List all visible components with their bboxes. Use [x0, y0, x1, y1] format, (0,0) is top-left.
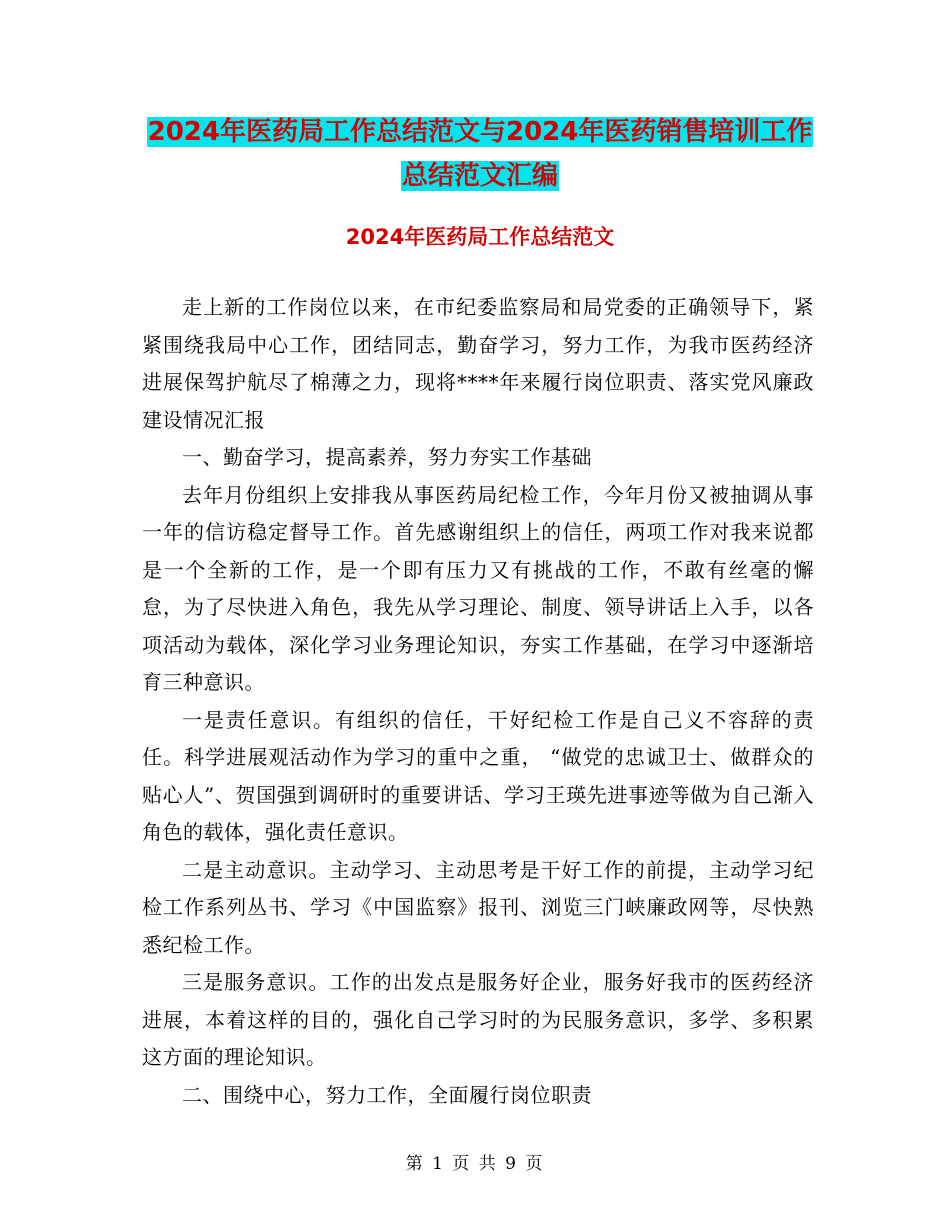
paragraph: 二、围绕中心，努力工作，全面履行岗位职责 — [182, 1082, 592, 1107]
document-title — [140, 110, 820, 198]
section-title: 2024年医药局工作总结范文 — [345, 225, 615, 249]
paragraph: 二是主动意识。主动学习、主动思考是干好工作的前提，主动学习纪检工作系列丛书、学习《中国监察》报刊、浏览三门峡廉政网等，尽快熟悉纪检工作。 — [142, 857, 814, 957]
paragraph: 一、勤奋学习，提高素养，努力夯实工作基础 — [182, 445, 592, 469]
paragraph: 一是责任意识。有组织的信任，干好纪检工作是自己义不容辞的责任。科学进展观活动作为学习的重中之重， “做党的忠诚卫士、做群众的贴心人”、贺国强到调研时的重要讲话、学习王瑛先进事迹等做为自己渐入角色的载体，强化责任意识。 — [142, 707, 814, 844]
page-number-label: 第 1 页 共 9 页 — [405, 1154, 545, 1174]
document-title-text: 2024年医药局工作总结范文与2024年医药销售培训工作总结范文汇编 — [147, 117, 813, 191]
paragraph: 三是服务意识。工作的出发点是服务好企业，服务好我市的医药经济进展，本着这样的目的，强化自己学习时的为民服务意识，多学、多积累这方面的理论知识。 — [142, 970, 814, 1069]
paragraph: 去年月份组织上安排我从事医药局纪检工作，今年月份又被抽调从事一年的信访稳定督导工作。首先感谢组织上的信任，两项工作对我来说都是一个全新的工作，是一个即有压力又有挑战的工作，不敢有丝毫的懈怠，为了尽快进入角色，我先从学习理论、制度、领导讲话上入手，以各项活动为载体，深化学习业务理论知识，夯实工作基础，在学习中逐渐培育三种意识。 — [142, 482, 814, 694]
page-footer — [0, 1152, 950, 1176]
document-body — [142, 289, 814, 1114]
paragraph: 走上新的工作岗位以来，在市纪委监察局和局党委的正确领导下，紧紧围绕我局中心工作，团结同志，勤奋学习，努力工作，为我市医药经济进展保驾护航尽了棉薄之力，现将****年来履行岗位职责、落实党风廉政建设情况汇报 — [142, 295, 814, 432]
